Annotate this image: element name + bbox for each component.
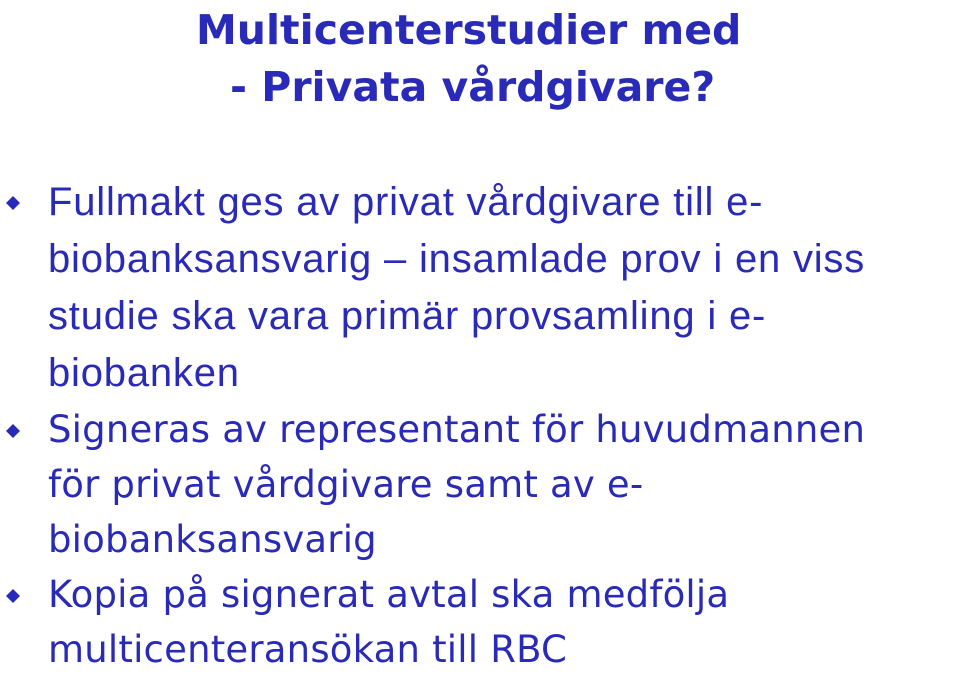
slide-title <box>150 2 850 116</box>
title-line-2: - Privata vårdgivare? <box>230 63 716 111</box>
diamond-icon <box>6 589 20 603</box>
bullet-text-line: Signeras av representant för huvudmannen <box>48 408 866 451</box>
bullet-text-line: biobanken <box>48 351 240 395</box>
bullet-text-line: biobanksansvarig – insamlade prov i en viss <box>48 237 866 281</box>
bullet-text-line: Fullmakt ges av privat vårdgivare till e- <box>48 180 764 224</box>
bullet-item <box>0 567 960 677</box>
bullet-text-line: multicenteransökan till RBC <box>48 628 568 671</box>
title-line-1: Multicenterstudier med <box>196 6 742 54</box>
diamond-icon <box>6 424 20 438</box>
bullet-item <box>0 402 960 567</box>
bullet-text-line: studie ska vara primär provsamling i e- <box>48 294 767 338</box>
bullet-text-line: för privat vårdgivare samt av e- <box>48 463 644 506</box>
bullet-list <box>0 174 960 677</box>
diamond-icon <box>6 196 20 210</box>
bullet-text-line: biobanksansvarig <box>48 518 377 561</box>
bullet-item <box>0 174 960 402</box>
bullet-text-line: Kopia på signerat avtal ska medfölja <box>48 573 730 616</box>
